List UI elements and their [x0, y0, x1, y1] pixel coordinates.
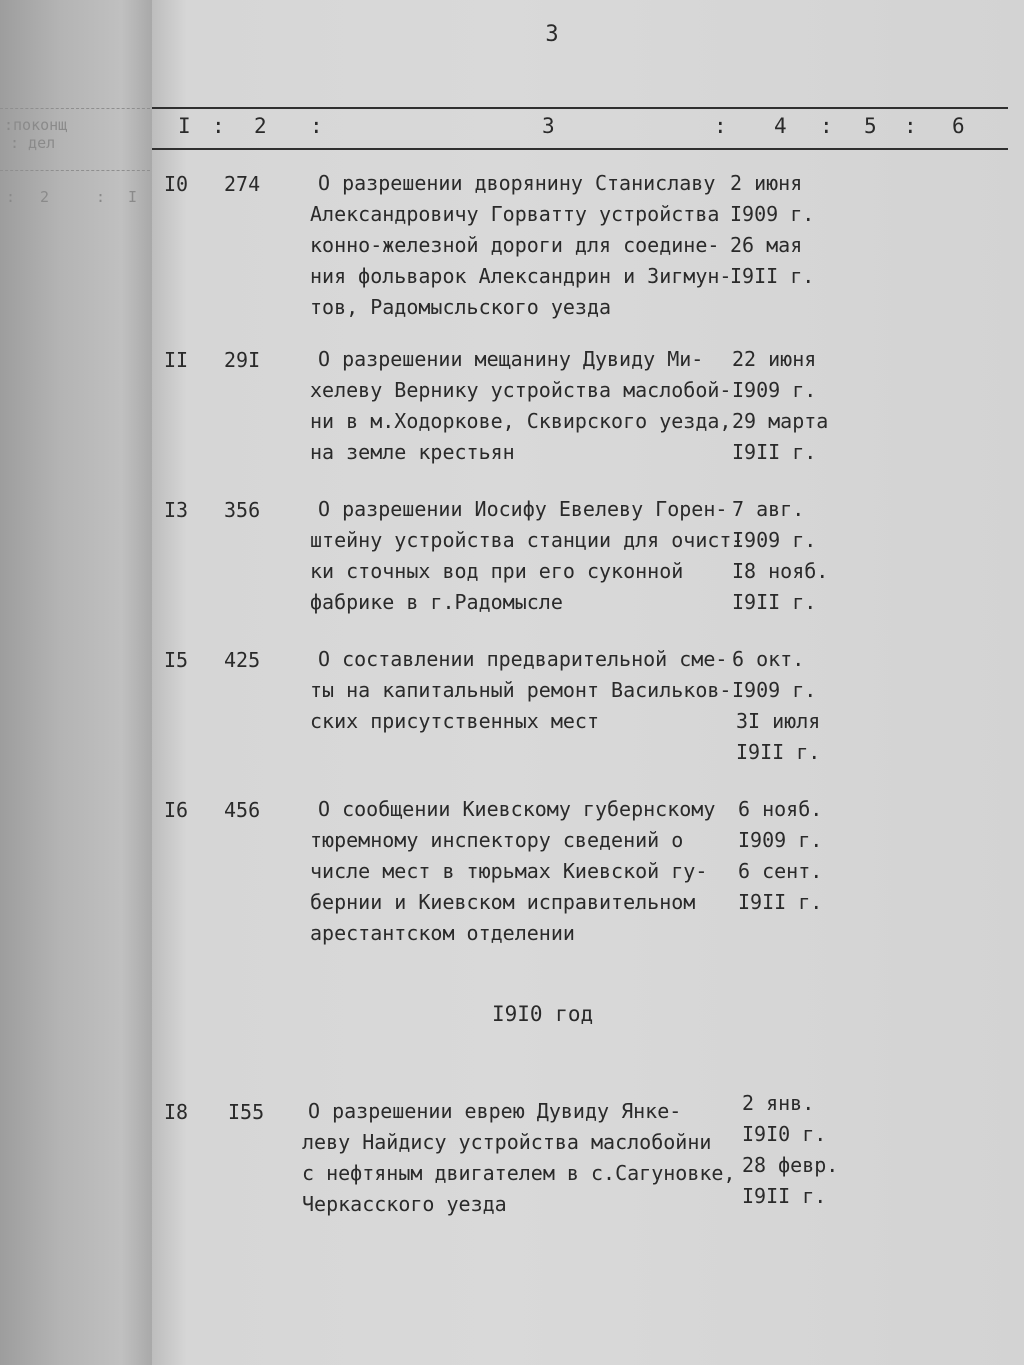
header-col-1: I	[178, 114, 191, 138]
row-text-line: О сообщении Киевскому губернскому	[318, 797, 716, 821]
row-text-line: О составлении предварительной сме-	[318, 647, 728, 671]
row-text-line: штейну устройства станции для очист-	[310, 528, 744, 552]
row-text-line: арестантском отделении	[310, 921, 575, 945]
row-date: I9II г.	[732, 590, 817, 614]
row-date: I9II г.	[736, 740, 821, 764]
header-separator: :	[310, 114, 323, 138]
row-text-line: О разрешении дворянину Станиславу	[318, 171, 716, 195]
header-separator: :	[820, 114, 833, 138]
document-page	[152, 0, 1024, 1365]
row-sheet: 29I	[224, 348, 261, 372]
year-heading: I9I0 год	[492, 1002, 594, 1026]
row-text-line: фабрике в г.Радомысле	[310, 590, 563, 614]
row-text-line: с нефтяным двигателем в с.Сагуновке,	[302, 1161, 736, 1185]
row-number: I5	[164, 648, 189, 672]
left-fragment: 2	[40, 188, 50, 206]
left-fragment: I	[128, 188, 138, 206]
row-number: I3	[164, 498, 189, 522]
left-fragment: :поконщ	[4, 116, 68, 134]
row-date: 6 сент.	[738, 859, 823, 883]
row-text-line: хелеву Вернику устройства маслобой-	[310, 378, 732, 402]
row-date: I8 нояб.	[732, 559, 829, 583]
row-sheet: 356	[224, 498, 261, 522]
row-date: I9II г.	[738, 890, 823, 914]
row-sheet: 274	[224, 172, 261, 196]
row-date: I9II г.	[730, 264, 815, 288]
table-header-bottom-rule	[152, 148, 1008, 150]
row-date: I909 г.	[730, 202, 815, 226]
row-text-line: ни в м.Ходоркове, Сквирского уезда,	[310, 409, 732, 433]
row-number: I0	[164, 172, 189, 196]
row-date: 6 нояб.	[738, 797, 823, 821]
row-sheet: 456	[224, 798, 261, 822]
row-date: I909 г.	[732, 378, 817, 402]
row-date: 2 июня	[730, 171, 803, 195]
row-text-line: леву Найдису устройства маслобойни	[302, 1130, 712, 1154]
left-fragment: : дел	[10, 134, 56, 152]
row-text-line: О разрешении мещанину Дувиду Ми-	[318, 347, 704, 371]
row-date: 28 февр.	[742, 1153, 839, 1177]
row-sheet: I55	[228, 1100, 265, 1124]
row-number: I8	[164, 1100, 189, 1124]
header-separator: :	[212, 114, 225, 138]
row-text-line: ских присутственных мест	[310, 709, 599, 733]
row-date: I909 г.	[738, 828, 823, 852]
row-date: 29 марта	[732, 409, 829, 433]
row-date: 7 авг.	[732, 497, 805, 521]
adjacent-page-edge	[0, 0, 152, 1365]
left-fragment: :	[96, 188, 106, 206]
row-number: I6	[164, 798, 189, 822]
row-date: 3I июля	[736, 709, 821, 733]
row-text-line: О разрешении Иосифу Евелеву Горен-	[318, 497, 728, 521]
row-date: I9II г.	[732, 440, 817, 464]
header-col-2: 2	[254, 114, 267, 138]
row-text-line: ты на капитальный ремонт Васильков-	[310, 678, 732, 702]
row-sheet: 425	[224, 648, 261, 672]
left-rule	[0, 108, 150, 109]
header-col-5: 5	[864, 114, 877, 138]
row-text-line: ния фольварок Александрин и Зигмун-	[310, 264, 732, 288]
row-date: I9I0 г.	[742, 1122, 827, 1146]
row-text-line: ки сточных вод при его суконной	[310, 559, 684, 583]
row-text-line: О разрешении еврею Дувиду Янке-	[308, 1099, 682, 1123]
row-text-line: тов, Радомысльского уезда	[310, 295, 612, 319]
row-number: II	[164, 348, 189, 372]
header-separator: :	[904, 114, 917, 138]
row-date: 6 окт.	[732, 647, 805, 671]
row-text-line: Черкасского уезда	[302, 1192, 507, 1216]
row-date: 2 янв.	[742, 1091, 815, 1115]
page-number: 3	[545, 22, 559, 47]
header-col-3: 3	[542, 114, 555, 138]
left-fragment: :	[6, 188, 16, 206]
header-separator: :	[714, 114, 727, 138]
row-date: 26 мая	[730, 233, 803, 257]
header-col-4: 4	[774, 114, 787, 138]
row-text-line: бернии и Киевском исправительном	[310, 890, 696, 914]
header-col-6: 6	[952, 114, 965, 138]
row-text-line: на земле крестьян	[310, 440, 515, 464]
table-header-top-rule	[152, 107, 1008, 109]
row-text-line: Александровичу Горватту устройства	[310, 202, 720, 226]
row-date: I9II г.	[742, 1184, 827, 1208]
row-date: 22 июня	[732, 347, 817, 371]
row-text-line: конно-железной дороги для соедине-	[310, 233, 720, 257]
left-rule	[0, 170, 150, 171]
row-date: I909 г.	[732, 528, 817, 552]
row-text-line: тюремному инспектору сведений о	[310, 828, 684, 852]
row-text-line: числе мест в тюрьмах Киевской гу-	[310, 859, 708, 883]
row-date: I909 г.	[732, 678, 817, 702]
